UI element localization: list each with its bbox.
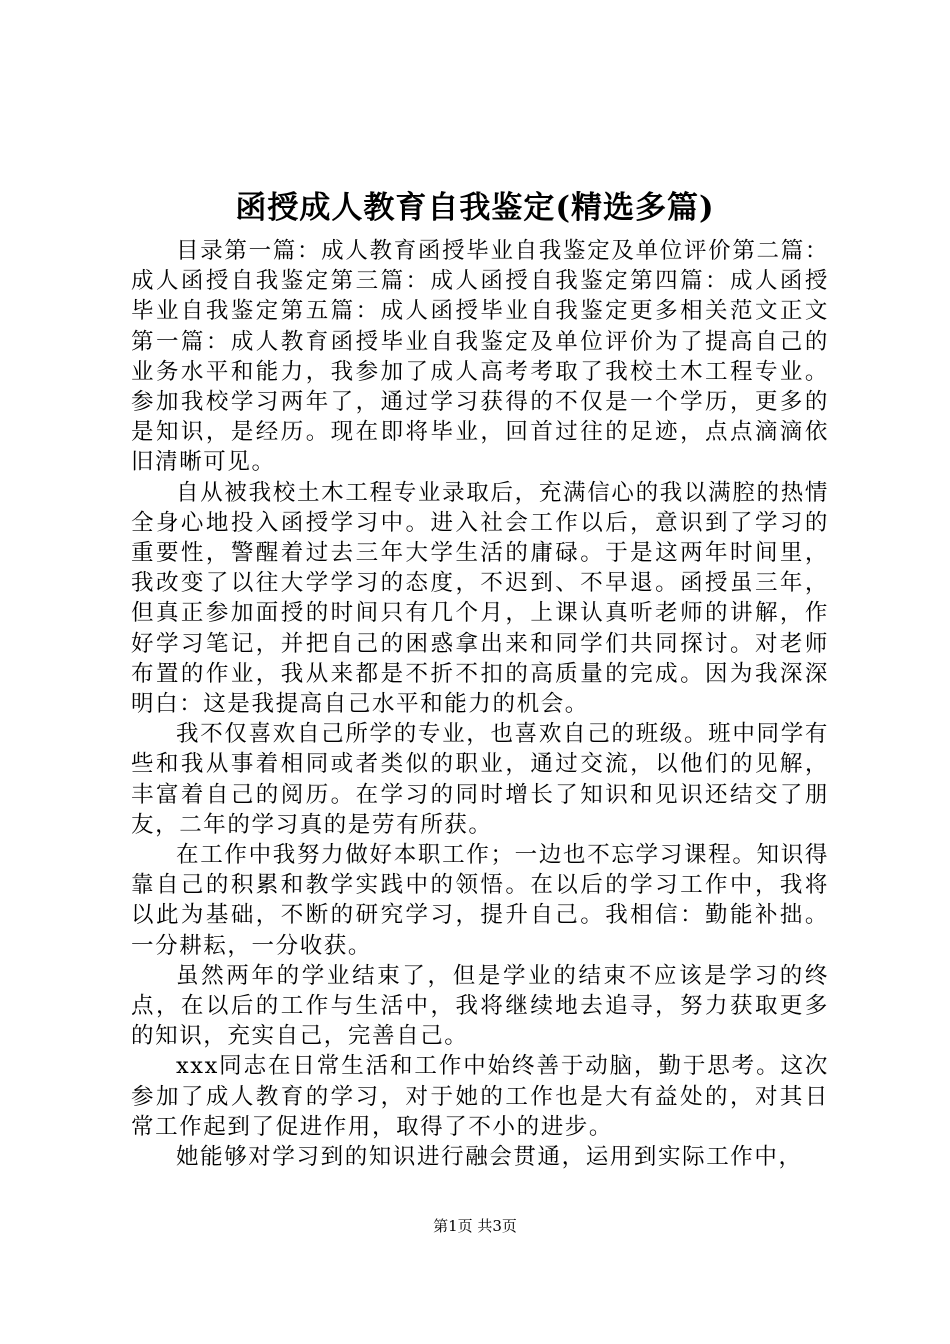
paragraph: 在工作中我努力做好本职工作；一边也不忘学习课程。知识得靠自己的积累和教学实践中的领悟。在以后的学习工作中，我将以此为基础，不断的研究学习，提升自己。我相信：勤能补拙。一分耕耘，一分收获。 [131,842,829,959]
paragraph: 我不仅喜欢自己所学的专业，也喜欢自己的班级。班中同学有些和我从事着相同或者类似的职业，通过交流，以他们的见解，丰富着自己的阅历。在学习的同时增长了知识和见识还结交了朋友，二年的学习真的是劳有所获。 [131,721,829,838]
paragraph-toc: 目录第一篇：成人教育函授毕业自我鉴定及单位评价第二篇：成人函授自我鉴定第三篇：成人函授自我鉴定第四篇：成人函授毕业自我鉴定第五篇：成人函授毕业自我鉴定更多相关范文正文第一篇：成人教育函授毕业自我鉴定及单位评价为了提高自己的业务水平和能力，我参加了成人高考考取了我校土木工程专业。参加我校学习两年了，通过学习获得的不仅是一个学历，更多的是知识，是经历。现在即将毕业，回首过往的足迹，点点滴滴依旧清晰可见。 [131,238,829,476]
paragraph: 虽然两年的学业结束了，但是学业的结束不应该是学习的终点，在以后的工作与生活中，我将继续地去追寻，努力获取更多的知识，充实自己，完善自己。 [131,962,829,1050]
document-body [131,236,829,1172]
paragraph: 她能够对学习到的知识进行融会贯通，运用到实际工作中， [176,1144,803,1171]
document-title: 函授成人教育自我鉴定(精选多篇) [235,190,715,226]
page-number-footer: 第1页 共3页 [433,1217,517,1235]
paragraph: 自从被我校土木工程专业录取后，充满信心的我以满腔的热情全身心地投入函授学习中。进入社会工作以后，意识到了学习的重要性，警醒着过去三年大学生活的庸碌。于是这两年时间里，我改变了以往大学学习的态度，不迟到、不早退。函授虽三年，但真正参加面授的时间只有几个月，上课认真听老师的讲解，作好学习笔记，并把自己的困惑拿出来和同学们共同探讨。对老师布置的作业，我从来都是不折不扣的高质量的完成。因为我深深明白：这是我提高自己水平和能力的机会。 [131,479,829,718]
paragraph: xxx同志在日常生活和工作中始终善于动脑，勤于思考。这次参加了成人教育的学习，对于她的工作也是大有益处的，对其日常工作起到了促进作用，取得了不小的进步。 [131,1053,829,1140]
